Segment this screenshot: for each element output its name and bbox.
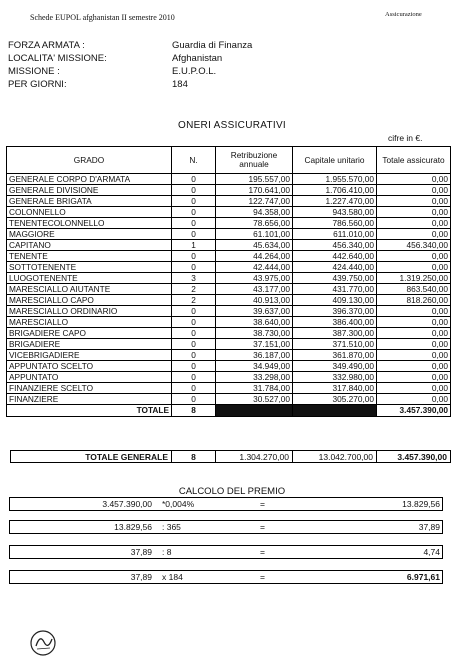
row-totale: 0,00 [377, 207, 451, 218]
row-grado: FINANZIERE SCELTO [7, 383, 172, 394]
row-retribuzione: 33.298,00 [216, 372, 293, 383]
row-count: 0 [172, 350, 216, 361]
row-grado: MARESCIALLO CAPO [7, 295, 172, 306]
row-totale: 0,00 [377, 251, 451, 262]
calc-operand: 3.457.390,00 [102, 499, 152, 509]
row-grado: CAPITANO [7, 240, 172, 251]
info-value: E.U.P.O.L. [172, 66, 217, 77]
calc-operator: *0,004% [162, 499, 195, 509]
calc-operator: : 365 [162, 522, 181, 532]
row-totale: 0,00 [377, 350, 451, 361]
info-label: FORZA ARMATA : [8, 40, 85, 51]
row-retribuzione: 36.187,00 [216, 350, 293, 361]
calc-result: 37,89 [418, 522, 440, 532]
general-total-retribuzione: 1.304.270,00 [216, 451, 293, 463]
table-row [7, 295, 451, 306]
row-capitale: 371.510,00 [293, 339, 377, 350]
calc-equals: = [260, 499, 265, 509]
calc-equals: = [260, 572, 265, 582]
total-blackout-cell [293, 405, 377, 417]
row-capitale: 305.270,00 [293, 394, 377, 405]
row-totale: 0,00 [377, 328, 451, 339]
table-row [7, 339, 451, 350]
calc-row [9, 545, 443, 559]
row-retribuzione: 78.656,00 [216, 218, 293, 229]
row-grado: LUOGOTENENTE [7, 273, 172, 284]
section-title: ONERI ASSICURATIVI [177, 120, 286, 131]
table-row [7, 174, 451, 185]
row-grado: SOTTOTENENTE [7, 262, 172, 273]
total-amount: 3.457.390,00 [377, 405, 451, 417]
calc-result: 13.829,56 [402, 499, 440, 509]
row-totale: 0,00 [377, 394, 451, 405]
document-header-title: Schede EUPOL afghanistan II semestre 2010 [30, 13, 175, 22]
row-retribuzione: 43.177,00 [216, 284, 293, 295]
row-retribuzione: 43.975,00 [216, 273, 293, 284]
table-row [7, 306, 451, 317]
row-retribuzione: 39.637,00 [216, 306, 293, 317]
info-label: LOCALITA' MISSIONE: [8, 53, 107, 64]
total-count: 8 [172, 405, 216, 417]
row-count: 0 [172, 339, 216, 350]
table-row [7, 218, 451, 229]
row-totale: 0,00 [377, 229, 451, 240]
calc-row [9, 570, 443, 584]
row-count: 0 [172, 328, 216, 339]
row-capitale: 431.770,00 [293, 284, 377, 295]
header-n: N. [172, 147, 216, 174]
header-grado: GRADO [7, 147, 172, 174]
row-count: 1 [172, 240, 216, 251]
row-count: 0 [172, 196, 216, 207]
info-label: MISSIONE : [8, 66, 60, 77]
calc-result: 6.971,61 [406, 572, 440, 582]
row-count: 0 [172, 394, 216, 405]
general-total-capitale: 13.042.700,00 [293, 451, 377, 463]
total-label: TOTALE [7, 405, 172, 417]
row-capitale: 611.010,00 [293, 229, 377, 240]
table-row [7, 185, 451, 196]
calc-operator: x 184 [162, 572, 183, 582]
row-count: 0 [172, 372, 216, 383]
row-capitale: 387.300,00 [293, 328, 377, 339]
general-total-table [10, 450, 451, 463]
table-row [7, 284, 451, 295]
table-row [7, 251, 451, 262]
row-count: 0 [172, 185, 216, 196]
row-capitale: 424.440,00 [293, 262, 377, 273]
row-grado: GENERALE BRIGATA [7, 196, 172, 207]
row-retribuzione: 38.640,00 [216, 317, 293, 328]
row-capitale: 786.560,00 [293, 218, 377, 229]
row-retribuzione: 31.784,00 [216, 383, 293, 394]
row-capitale: 361.870,00 [293, 350, 377, 361]
row-count: 0 [172, 207, 216, 218]
row-capitale: 349.490,00 [293, 361, 377, 372]
calc-row [9, 520, 443, 534]
table-total-row [7, 405, 451, 417]
row-count: 0 [172, 174, 216, 185]
info-value: Afghanistan [172, 53, 223, 64]
row-totale: 0,00 [377, 185, 451, 196]
row-count: 0 [172, 361, 216, 372]
row-grado: VICEBRIGADIERE [7, 350, 172, 361]
calc-equals: = [260, 522, 265, 532]
row-grado: MARESCIALLO ORDINARIO [7, 306, 172, 317]
row-capitale: 317.840,00 [293, 383, 377, 394]
currency-note: cifre in €. [388, 133, 423, 143]
row-capitale: 456.340,00 [293, 240, 377, 251]
table-row [7, 361, 451, 372]
row-grado: TENENTECOLONNELLO [7, 218, 172, 229]
row-count: 0 [172, 218, 216, 229]
table-row [7, 196, 451, 207]
row-count: 0 [172, 317, 216, 328]
row-retribuzione: 38.730,00 [216, 328, 293, 339]
table-row [7, 350, 451, 361]
general-total-count: 8 [172, 451, 216, 463]
row-retribuzione: 45.634,00 [216, 240, 293, 251]
row-grado: BRIGADIERE CAPO [7, 328, 172, 339]
table-row [7, 383, 451, 394]
row-totale: 0,00 [377, 262, 451, 273]
info-label: PER GIORNI: [8, 79, 67, 90]
row-count: 0 [172, 306, 216, 317]
row-capitale: 442.640,00 [293, 251, 377, 262]
row-grado: COLONNELLO [7, 207, 172, 218]
table-row [7, 273, 451, 284]
row-retribuzione: 44.264,00 [216, 251, 293, 262]
row-count: 0 [172, 383, 216, 394]
table-row [7, 262, 451, 273]
header-capitale: Capitale unitario [293, 147, 377, 174]
general-total-label: TOTALE GENERALE [11, 451, 172, 463]
row-capitale: 386.400,00 [293, 317, 377, 328]
row-totale: 0,00 [377, 306, 451, 317]
insurance-table [6, 146, 451, 417]
calc-operand: 37,89 [130, 572, 152, 582]
row-retribuzione: 94.358,00 [216, 207, 293, 218]
row-capitale: 396.370,00 [293, 306, 377, 317]
header-retribuzione: Retribuzione annuale [216, 147, 293, 174]
row-capitale: 409.130,00 [293, 295, 377, 306]
info-value: 184 [172, 79, 188, 90]
row-grado: GENERALE DIVISIONE [7, 185, 172, 196]
row-grado: MAGGIORE [7, 229, 172, 240]
row-count: 3 [172, 273, 216, 284]
row-totale: 818.260,00 [377, 295, 451, 306]
calc-equals: = [260, 547, 265, 557]
row-totale: 0,00 [377, 174, 451, 185]
row-capitale: 1.955.570,00 [293, 174, 377, 185]
row-grado: MARESCIALLO [7, 317, 172, 328]
table-row [7, 240, 451, 251]
table-row [7, 207, 451, 218]
row-retribuzione: 170.641,00 [216, 185, 293, 196]
info-value: Guardia di Finanza [172, 40, 253, 51]
document-header-category: Assicurazione [385, 11, 422, 18]
table-row [7, 317, 451, 328]
row-count: 0 [172, 229, 216, 240]
row-retribuzione: 34.949,00 [216, 361, 293, 372]
calc-row [9, 497, 443, 511]
row-totale: 0,00 [377, 218, 451, 229]
row-retribuzione: 61.101,00 [216, 229, 293, 240]
table-row [7, 372, 451, 383]
row-totale: 0,00 [377, 196, 451, 207]
row-capitale: 439.750,00 [293, 273, 377, 284]
row-retribuzione: 37.151,00 [216, 339, 293, 350]
row-capitale: 1.227.470,00 [293, 196, 377, 207]
row-retribuzione: 122.747,00 [216, 196, 293, 207]
row-count: 2 [172, 295, 216, 306]
table-row [7, 328, 451, 339]
row-capitale: 332.980,00 [293, 372, 377, 383]
calc-title: CALCOLO DEL PREMIO [178, 486, 286, 497]
row-capitale: 1.706.410,00 [293, 185, 377, 196]
total-blackout-cell [216, 405, 293, 417]
table-row [7, 394, 451, 405]
row-count: 2 [172, 284, 216, 295]
row-totale: 0,00 [377, 372, 451, 383]
row-totale: 863.540,00 [377, 284, 451, 295]
row-grado: MARESCIALLO AIUTANTE [7, 284, 172, 295]
header-totale: Totale assicurato [377, 147, 451, 174]
row-grado: GENERALE CORPO D'ARMATA [7, 174, 172, 185]
general-total-amount: 3.457.390,00 [377, 451, 451, 463]
row-retribuzione: 40.913,00 [216, 295, 293, 306]
calc-operand: 13.829,56 [114, 522, 152, 532]
row-retribuzione: 195.557,00 [216, 174, 293, 185]
row-totale: 456.340,00 [377, 240, 451, 251]
row-capitale: 943.580,00 [293, 207, 377, 218]
row-grado: APPUNTATO SCELTO [7, 361, 172, 372]
general-total-row [11, 451, 451, 463]
row-retribuzione: 42.444,00 [216, 262, 293, 273]
row-totale: 0,00 [377, 317, 451, 328]
table-row [7, 229, 451, 240]
calc-operand: 37,89 [130, 547, 152, 557]
table-header-row [7, 147, 451, 174]
calc-operator: : 8 [162, 547, 172, 557]
row-grado: FINANZIERE [7, 394, 172, 405]
row-totale: 0,00 [377, 361, 451, 372]
row-count: 0 [172, 251, 216, 262]
stamp-icon [28, 628, 58, 658]
row-grado: TENENTE [7, 251, 172, 262]
row-totale: 0,00 [377, 383, 451, 394]
row-totale: 0,00 [377, 339, 451, 350]
row-grado: BRIGADIERE [7, 339, 172, 350]
row-totale: 1.319.250,00 [377, 273, 451, 284]
row-count: 0 [172, 262, 216, 273]
calc-result: 4,74 [423, 547, 440, 557]
row-retribuzione: 30.527,00 [216, 394, 293, 405]
row-grado: APPUNTATO [7, 372, 172, 383]
